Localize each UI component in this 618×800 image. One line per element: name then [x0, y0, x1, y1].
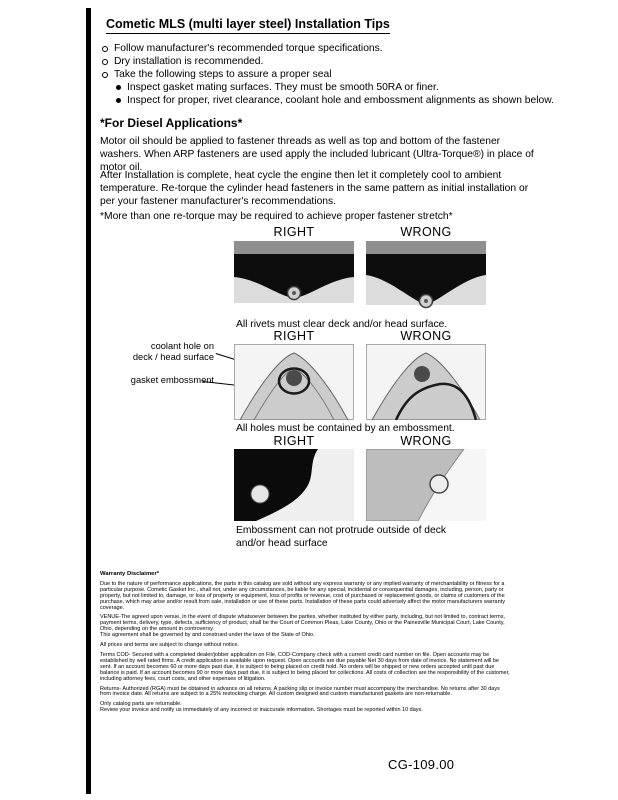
diesel-applications-heading: *For Diesel Applications*	[100, 116, 243, 130]
disclaimer-paragraph: This agreement shall be governed by and construed under the laws of the State of Ohio.	[100, 632, 315, 639]
installation-tips-list	[102, 42, 562, 107]
embossment-wrong-illustration	[366, 344, 486, 420]
tip-text: Inspect gasket mating surfaces. They must be smooth 50RA or finer.	[127, 82, 439, 93]
hollow-bullet-icon	[102, 46, 108, 52]
gasket-embossment-label: gasket embossment	[130, 375, 214, 385]
filled-bullet-icon	[116, 98, 121, 103]
coolant-hole-label	[118, 341, 214, 363]
row3-right-label: RIGHT	[273, 434, 315, 448]
diesel-paragraph-2: After Installation is complete, heat cycle the engine then let it completely cool to ambient temperature. Re-torque the cylinder head fasteners in the same pattern as initial installation or per your fastener manufacturer's recommendations.	[100, 170, 529, 207]
diagram-rivet-wrong-image	[366, 241, 486, 315]
coolant-hole-label-line2: deck / head surface	[132, 352, 214, 362]
diagram-protrusion-wrong-image	[366, 449, 486, 521]
tip-text: Follow manufacturer's recommended torque specifications.	[114, 43, 383, 54]
row2-right-label: RIGHT	[273, 329, 315, 343]
disclaimer-paragraph: VENUE-The agreed upon venue, in the event of dispute whatsoever between the parties, whether instituted by either party, including, but not limited to, contract terms, payment terms, delivery, type, defects, sufficiency of product, shall be the Court of Common Pleas, Lake County, Ohio or the Painesville Municipal Court, Lake County, Ohio, depending on the amount in controversy.	[100, 614, 505, 633]
retorque-note: *More than one re-torque may be required to achieve proper fastener stretch*	[100, 211, 453, 222]
rivet-wrong-illustration	[366, 241, 486, 315]
disclaimer-paragraph: Terms COD- Secured with a completed dealer/jobber application on File, COD-Company check with a current credit card number on file. Open accounts may be established by well rated firms. A credit application is available upon request. Open accounts are due payable Net 30 days from date of invoice. No statement will be sent. If an account becomes 60 or more days past due, it is subject to being placed on credit hold. No orders will be shipped or new orders accepted until past due balance is paid. If an account becomes 90 or more days past due, it is subject to being placed for collections. All costs of collection are the responsibility of the customer, including attorney fees, court costs, and other expenses of litigation.	[100, 651, 510, 682]
disclaimer-heading: Warranty Disclaimer*	[100, 571, 160, 577]
list-item	[102, 68, 562, 81]
disclaimer-paragraph: Review your invoice and notify us immediately of any incorrect or inaccurate information. Shortages must be reported within 10 days.	[100, 707, 423, 714]
embossment-right-illustration	[234, 344, 354, 420]
protrusion-right-illustration	[234, 449, 354, 521]
diagram-embossment-right-image	[234, 344, 354, 420]
coolant-hole-label-line1: coolant hole on	[150, 341, 214, 351]
warranty-disclaimer-section	[100, 572, 512, 718]
tip-text: Inspect for proper, rivet clearance, coolant hole and embossment alignments as shown below.	[127, 95, 554, 106]
row2-caption: All holes must be contained by an embossment.	[236, 423, 455, 434]
page-code: CG-109.00	[388, 757, 455, 772]
tip-text: Take the following steps to assure a proper seal	[114, 69, 332, 80]
row3-wrong-label: WRONG	[400, 434, 452, 448]
list-item	[102, 55, 562, 68]
list-item	[116, 94, 562, 107]
row1-right-label: RIGHT	[273, 225, 315, 239]
tip-text: Dry installation is recommended.	[114, 56, 264, 67]
list-item	[102, 42, 562, 55]
disclaimer-paragraph: All prices and terms are subject to change without notice.	[100, 642, 240, 649]
disclaimer-paragraph: Returns- Authorized (RGA) must be obtained in advance on all returns. A packing slip or invoice number must accompany the merchandise. No returns after 30 days from invoice date. All returns are subject to a 25% restocking charge. All custom designed and custom manufactured gaskets are non-returnable.	[100, 685, 500, 698]
row1-wrong-label: WRONG	[400, 225, 452, 239]
diagram-embossment-wrong-image	[366, 344, 486, 420]
left-border-bar	[86, 8, 91, 794]
filled-bullet-icon	[116, 85, 121, 90]
page-title: Cometic MLS (multi layer steel) Installation Tips	[106, 17, 390, 34]
row3-caption: Embossment can not protrude outside of deck and/or head surface	[236, 525, 447, 549]
disclaimer-paragraph: Only catalog parts are returnable.	[100, 701, 182, 708]
hollow-bullet-icon	[102, 72, 108, 78]
disclaimer-paragraph: Due to the nature of performance applications, the parts in this catalog are sold without any express warranty or any implied warranty of merchantability or fitness for a particular purpose. Cometic Gasket Inc., shall not, under any circumstances, be liable for any special, incidental or consequential damages, including, person, party or property, but not limited to, damage, or loss of property or equipment, loss of profits or revenue, cost of purchased or replacement goods, or claims of customers of the purchase, which may arise and/or result from sale, installation or use of these parts. Installation of these parts could adversely affect the motor manufacturers warranty coverage.	[100, 580, 505, 611]
list-item	[116, 81, 562, 94]
protrusion-wrong-illustration	[366, 449, 486, 521]
hollow-bullet-icon	[102, 59, 108, 65]
diesel-paragraph-1: Motor oil should be applied to fastener threads as well as top and bottom of the fastener washers. When ARP fasteners are used apply the included lubricant (Ultra-Torque®) in place of motor oil.	[100, 136, 534, 173]
diagram-protrusion-right-image	[234, 449, 354, 521]
row2-wrong-label: WRONG	[400, 329, 452, 343]
diagram-rivet-right-image	[234, 241, 354, 315]
row1-caption: All rivets must clear deck and/or head surface.	[236, 319, 448, 330]
rivet-right-illustration	[234, 241, 354, 315]
